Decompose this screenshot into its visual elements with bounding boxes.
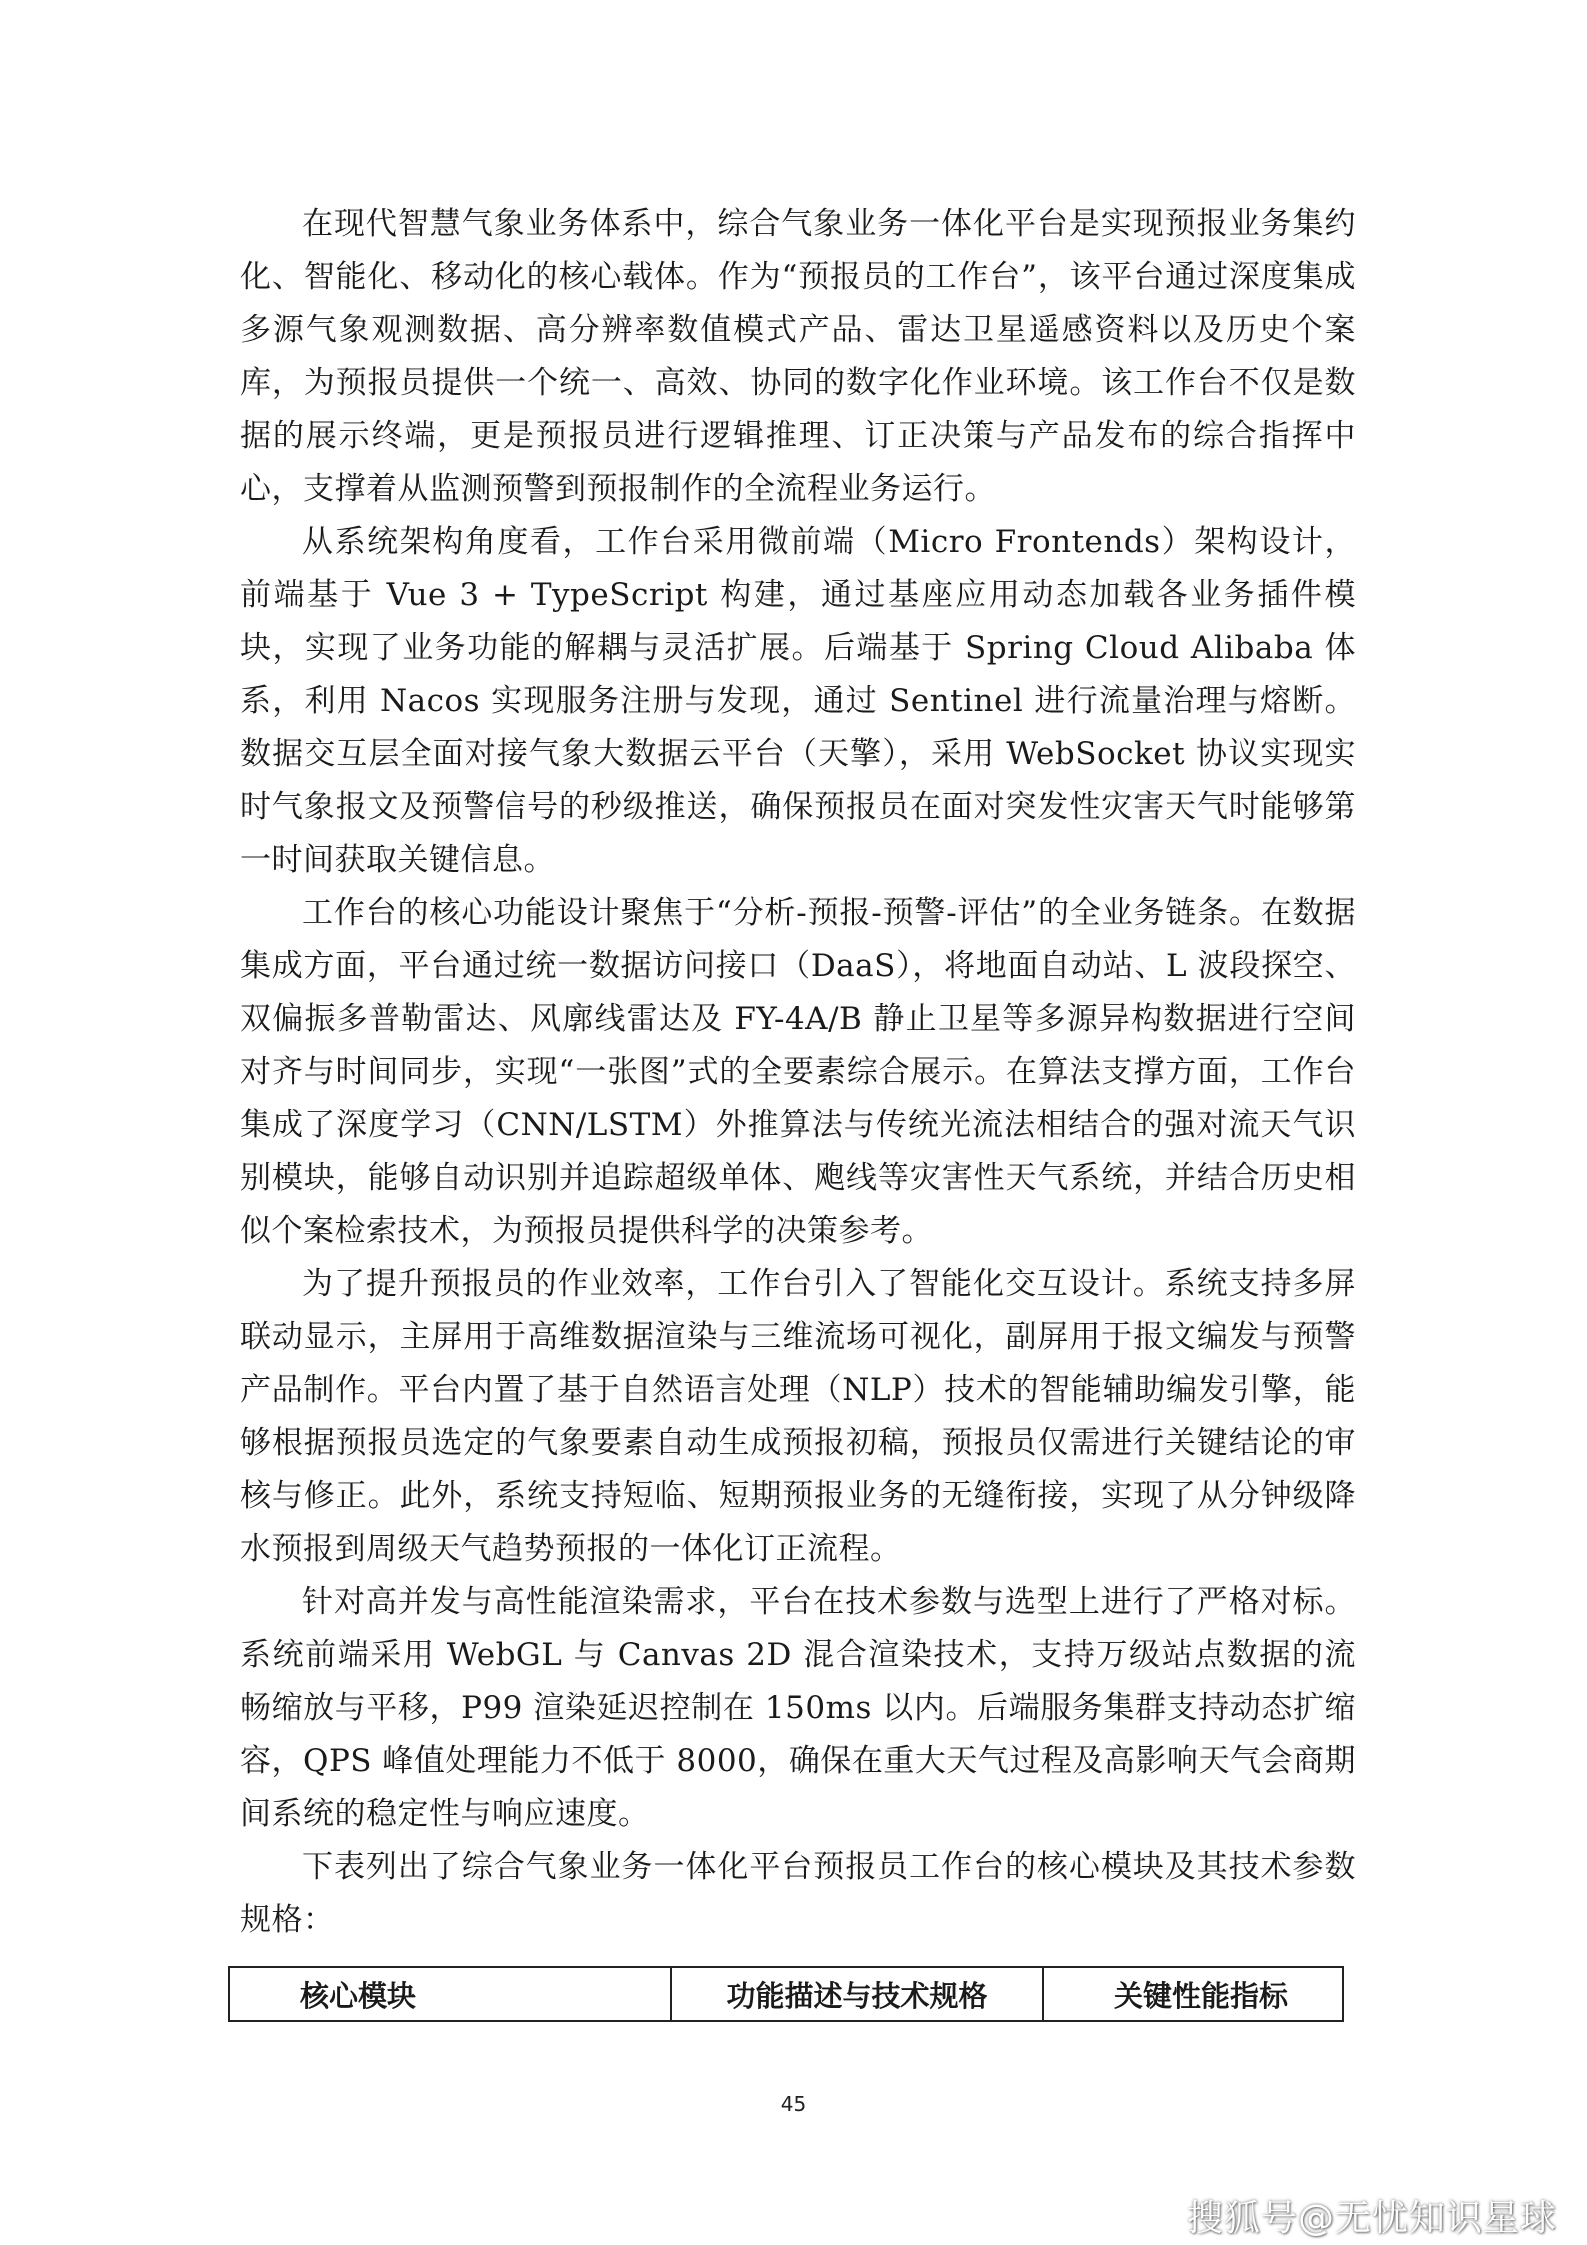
table-header-row [229,1967,1343,2021]
document-body [240,198,1356,1947]
table-header-module: 核心模块 [229,1967,671,2021]
paragraph-table-intro: 下表列出了综合气象业务一体化平台预报员工作台的核心模块及其技术参数规格： [240,1849,1356,1938]
paragraph-performance: 针对高并发与高性能渲染需求，平台在技术参数与选型上进行了严格对标。系统前端采用 WebGL 与 Canvas 2D 混合渲染技术，支持万级站点数据的流畅缩放与平移，P99 渲染延迟控制在 150ms 以内。后端服务集群支持动态扩缩容，QPS 峰值处理能力不低于 8000，确保在重大天气过程及高影响天气会商期间系统的稳定性与响应速度。 [240,1584,1356,1832]
table-header-description: 功能描述与技术规格 [671,1967,1043,2021]
paragraph-architecture: 从系统架构角度看，工作台采用微前端（Micro Frontends）架构设计，前端基于 Vue 3 + TypeScript 构建，通过基座应用动态加载各业务插件模块，实现了业务功能的解耦与灵活扩展。后端基于 Spring Cloud Alibaba 体系，利用 Nacos 实现服务注册与发现，通过 Sentinel 进行流量治理与熔断。数据交互层全面对接气象大数据云平台（天擎），采用 WebSocket 协议实现实时气象报文及预警信号的秒级推送，确保预报员在面对突发性灾害天气时能够第一时间获取关键信息。 [240,524,1356,878]
watermark-text: 搜狐号@无忧知识星球 [1186,2198,1557,2239]
module-spec-table [228,1966,1344,2022]
paragraph-intro: 在现代智慧气象业务体系中，综合气象业务一体化平台是实现预报业务集约化、智能化、移动化的核心载体。作为“预报员的工作台”，该平台通过深度集成多源气象观测数据、高分辨率数值模式产品、雷达卫星遥感资料以及历史个案库，为预报员提供一个统一、高效、协同的数字化作业环境。该工作台不仅是数据的展示终端，更是预报员进行逻辑推理、订正决策与产品发布的综合指挥中心，支撑着从监测预警到预报制作的全流程业务运行。 [240,206,1356,507]
table-header-metrics: 关键性能指标 [1043,1967,1343,2021]
paragraph-core-functions: 工作台的核心功能设计聚焦于“分析-预报-预警-评估”的全业务链条。在数据集成方面，平台通过统一数据访问接口（DaaS），将地面自动站、L 波段探空、双偏振多普勒雷达、风廓线雷达及 FY-4A/B 静止卫星等多源异构数据进行空间对齐与时间同步，实现“一张图”式的全要素综合展示。在算法支撑方面，工作台集成了深度学习（CNN/LSTM）外推算法与传统光流法相结合的强对流天气识别模块，能够自动识别并追踪超级单体、飑线等灾害性天气系统，并结合历史相似个案检索技术，为预报员提供科学的决策参考。 [240,895,1356,1249]
page-number: 45 [780,2092,807,2116]
paragraph-interaction: 为了提升预报员的作业效率，工作台引入了智能化交互设计。系统支持多屏联动显示，主屏用于高维数据渲染与三维流场可视化，副屏用于报文编发与预警产品制作。平台内置了基于自然语言处理（NLP）技术的智能辅助编发引擎，能够根据预报员选定的气象要素自动生成预报初稿，预报员仅需进行关键结论的审核与修正。此外，系统支持短临、短期预报业务的无缝衔接，实现了从分钟级降水预报到周级天气趋势预报的一体化订正流程。 [240,1266,1356,1567]
